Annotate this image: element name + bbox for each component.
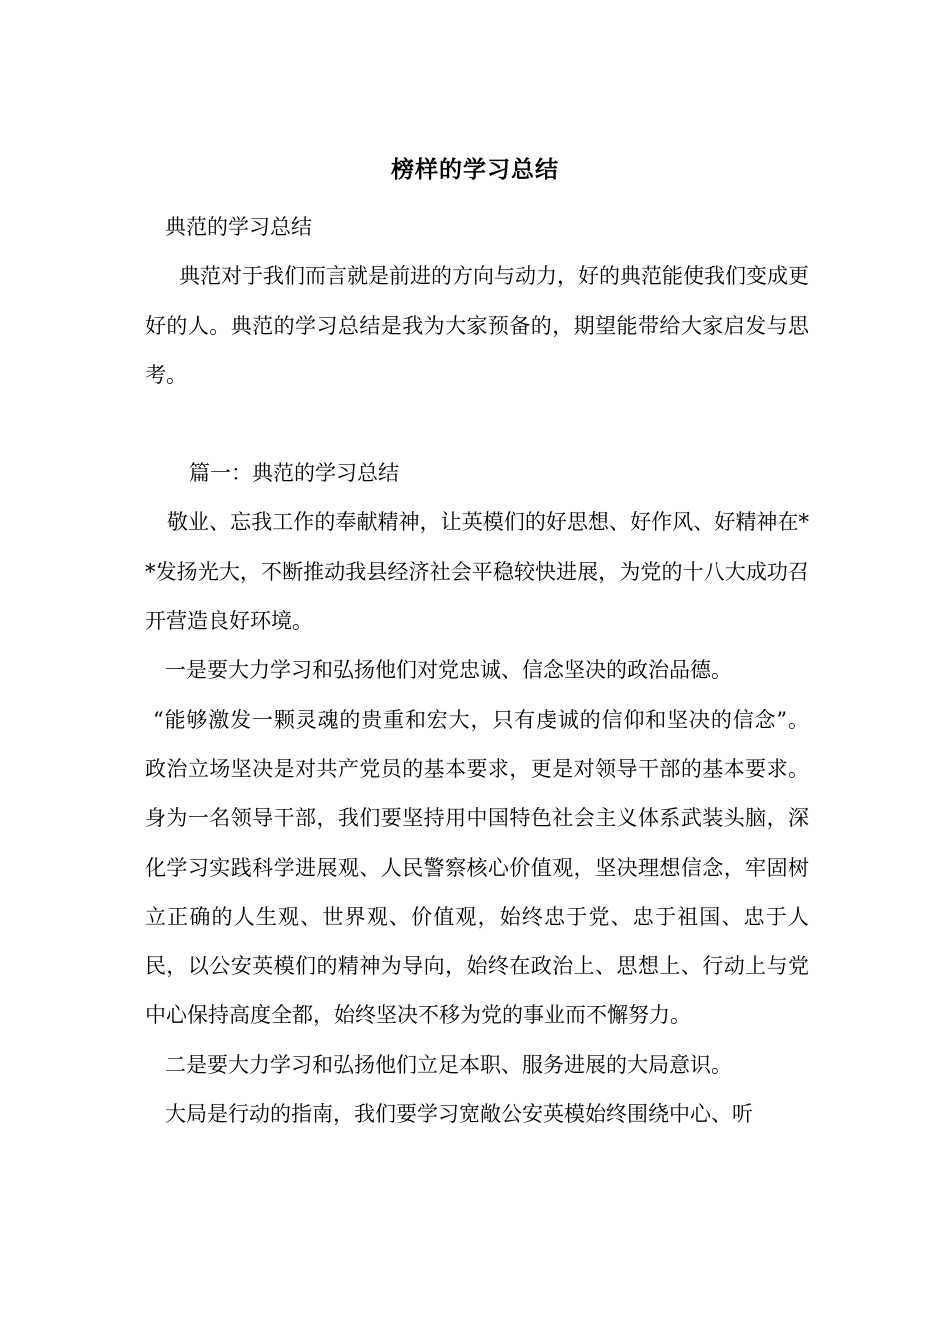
body-paragraph: 大局是行动的指南，我们要学习宽敞公安英模始终围绕中心、听 bbox=[165, 1102, 753, 1127]
document-title: 榜样的学习总结 bbox=[391, 156, 559, 183]
body-paragraph: “能够激发一颗灵魂的贵重和宏大，只有虔诚的信仰和坚决的信念”。 政治立场坚决是对共产党员的基本要求，更是对领导干部的基本要求。身为一名领导干部，我们要坚持用中国特色社会主义体系武装头脑，深化学习实践科学进展观、人民警察核心价值观，坚决理想信念，牢固树立正确的人生观、世界观、价值观，始终忠于党、忠于祖国、忠于人民，以公安英模们的精神为导向，始终在政治上、思想上、行动上与党中心保持高度全都，始终坚决不移为党的事业而不懈努力。 bbox=[145, 707, 809, 1028]
intro-paragraph: 典范对于我们而言就是前进的方向与动力，好的典范能使我们变成更好的人。典范的学习总结是我为大家预备的，期望能带给大家启发与思考。 bbox=[145, 264, 809, 387]
body-paragraph: 敬业、忘我工作的奉献精神，让英模们的好思想、好作风、好精神在**发扬光大，不断推动我县经济社会平稳较快进展，为党的十八大成功召开营造良好环境。 bbox=[145, 510, 809, 634]
section-heading: 篇一：典范的学习总结 bbox=[189, 461, 399, 486]
point-heading-1: 一是要大力学习和弘扬他们对党忠诚、信念坚决的政治品德。 bbox=[165, 658, 732, 683]
document-body bbox=[145, 203, 809, 1139]
point-heading-2: 二是要大力学习和弘扬他们立足本职、服务进展的大局意识。 bbox=[165, 1052, 732, 1077]
subheading: 典范的学习总结 bbox=[165, 215, 312, 239]
